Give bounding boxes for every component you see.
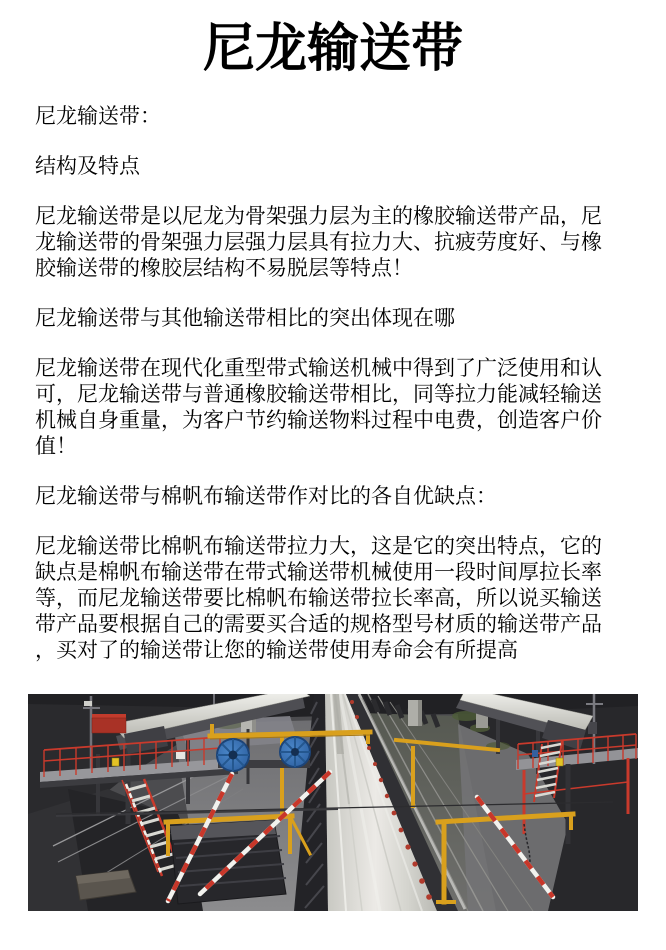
left-warning-sign (112, 758, 119, 766)
left-feeder-box (92, 718, 126, 733)
article-body (35, 104, 608, 664)
right-warning-sign (556, 758, 563, 766)
paragraph: 尼龙输送带比棉帆布输送带拉力大，这是它的突出特点，它的缺点是棉帆布输送带在带式输送带机械使用一段时间厚拉长率等，而尼龙输送带要比棉帆布输送带拉长率高，所以说买输送带产品要根据自己的需要买合适的规格型号材质的输送带产品，买对了的输送带让您的输送带使用寿命会有所提高 (35, 534, 602, 662)
conveyor-belts-photo-illustration (28, 694, 638, 911)
conveyor-photo (28, 694, 638, 911)
paragraph: 尼龙输送带与棉帆布输送带作对比的各自优缺点： (35, 484, 497, 508)
page-title: 尼龙输送带 (202, 20, 463, 78)
paragraph: 结构及特点 (35, 154, 140, 178)
paragraph: 尼龙输送带是以尼龙为骨架强力层为主的橡胶输送带产品，尼龙输送带的骨架强力层强力层具有拉力大、抗疲劳度好、与橡胶输送带的橡胶层结构不易脱层等特点！ (35, 204, 602, 280)
paragraph: 尼龙输送带在现代化重型带式输送机械中得到了广泛使用和认可，尼龙输送带与普通橡胶输送带相比，同等拉力能减轻输送机械自身重量，为客户节约输送物料过程中电费，创造客户价值！ (35, 356, 602, 458)
paragraph: 尼龙输送带： (35, 104, 161, 128)
paragraph: 尼龙输送带与其他输送带相比的突出体现在哪 (35, 306, 455, 330)
article-page (0, 20, 666, 911)
